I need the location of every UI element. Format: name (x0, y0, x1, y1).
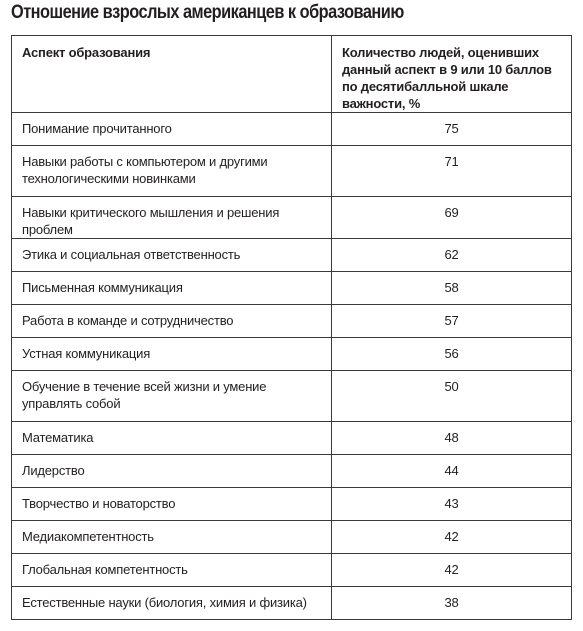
value-cell: 48 (332, 422, 572, 455)
value-cell: 57 (332, 305, 572, 338)
aspect-cell: Естественные науки (биология, химия и физика) (12, 587, 332, 620)
aspect-cell: Лидерство (12, 455, 332, 488)
table-header (12, 36, 572, 113)
aspect-cell: Глобальная компетентность (12, 554, 332, 587)
value-cell: 56 (332, 338, 572, 371)
column-header-count: Количество людей, оценивших данный аспект в 9 или 10 баллов по десятибалльной шкале важности, % (332, 36, 572, 113)
value-cell: 58 (332, 272, 572, 305)
table-row (12, 371, 572, 422)
aspect-cell: Навыки критического мышления и решения проблем (12, 197, 332, 239)
value-cell: 42 (332, 521, 572, 554)
aspect-cell: Письменная коммуникация (12, 272, 332, 305)
value-cell: 62 (332, 239, 572, 272)
value-cell: 43 (332, 488, 572, 521)
aspect-cell: Математика (12, 422, 332, 455)
table-row (12, 488, 572, 521)
aspect-cell: Понимание прочитанного (12, 113, 332, 146)
aspect-cell: Навыки работы с компьютером и другими технологическими новинками (12, 146, 332, 197)
value-cell: 38 (332, 587, 572, 620)
table-row (12, 521, 572, 554)
table-row (12, 197, 572, 239)
table-body (12, 113, 572, 620)
value-cell: 69 (332, 197, 572, 239)
aspect-cell: Этика и социальная ответственность (12, 239, 332, 272)
table-row (12, 113, 572, 146)
table-row (12, 338, 572, 371)
value-cell: 42 (332, 554, 572, 587)
data-table (11, 35, 572, 620)
value-cell: 44 (332, 455, 572, 488)
table-row (12, 455, 572, 488)
table-row (12, 272, 572, 305)
page-title: Отношение взрослых американцев к образованию (11, 2, 404, 23)
column-header-aspect: Аспект образования (12, 36, 332, 113)
aspect-cell: Обучение в течение всей жизни и умение управлять собой (12, 371, 332, 422)
table-row (12, 554, 572, 587)
aspect-cell: Устная коммуникация (12, 338, 332, 371)
table-header-row (12, 36, 572, 113)
table-row (12, 587, 572, 620)
table-row (12, 146, 572, 197)
value-cell: 71 (332, 146, 572, 197)
value-cell: 50 (332, 371, 572, 422)
aspect-cell: Творчество и новаторство (12, 488, 332, 521)
table-row (12, 422, 572, 455)
value-cell: 75 (332, 113, 572, 146)
aspect-cell: Работа в команде и сотрудничество (12, 305, 332, 338)
table-row (12, 239, 572, 272)
table-row (12, 305, 572, 338)
aspect-cell: Медиакомпетентность (12, 521, 332, 554)
